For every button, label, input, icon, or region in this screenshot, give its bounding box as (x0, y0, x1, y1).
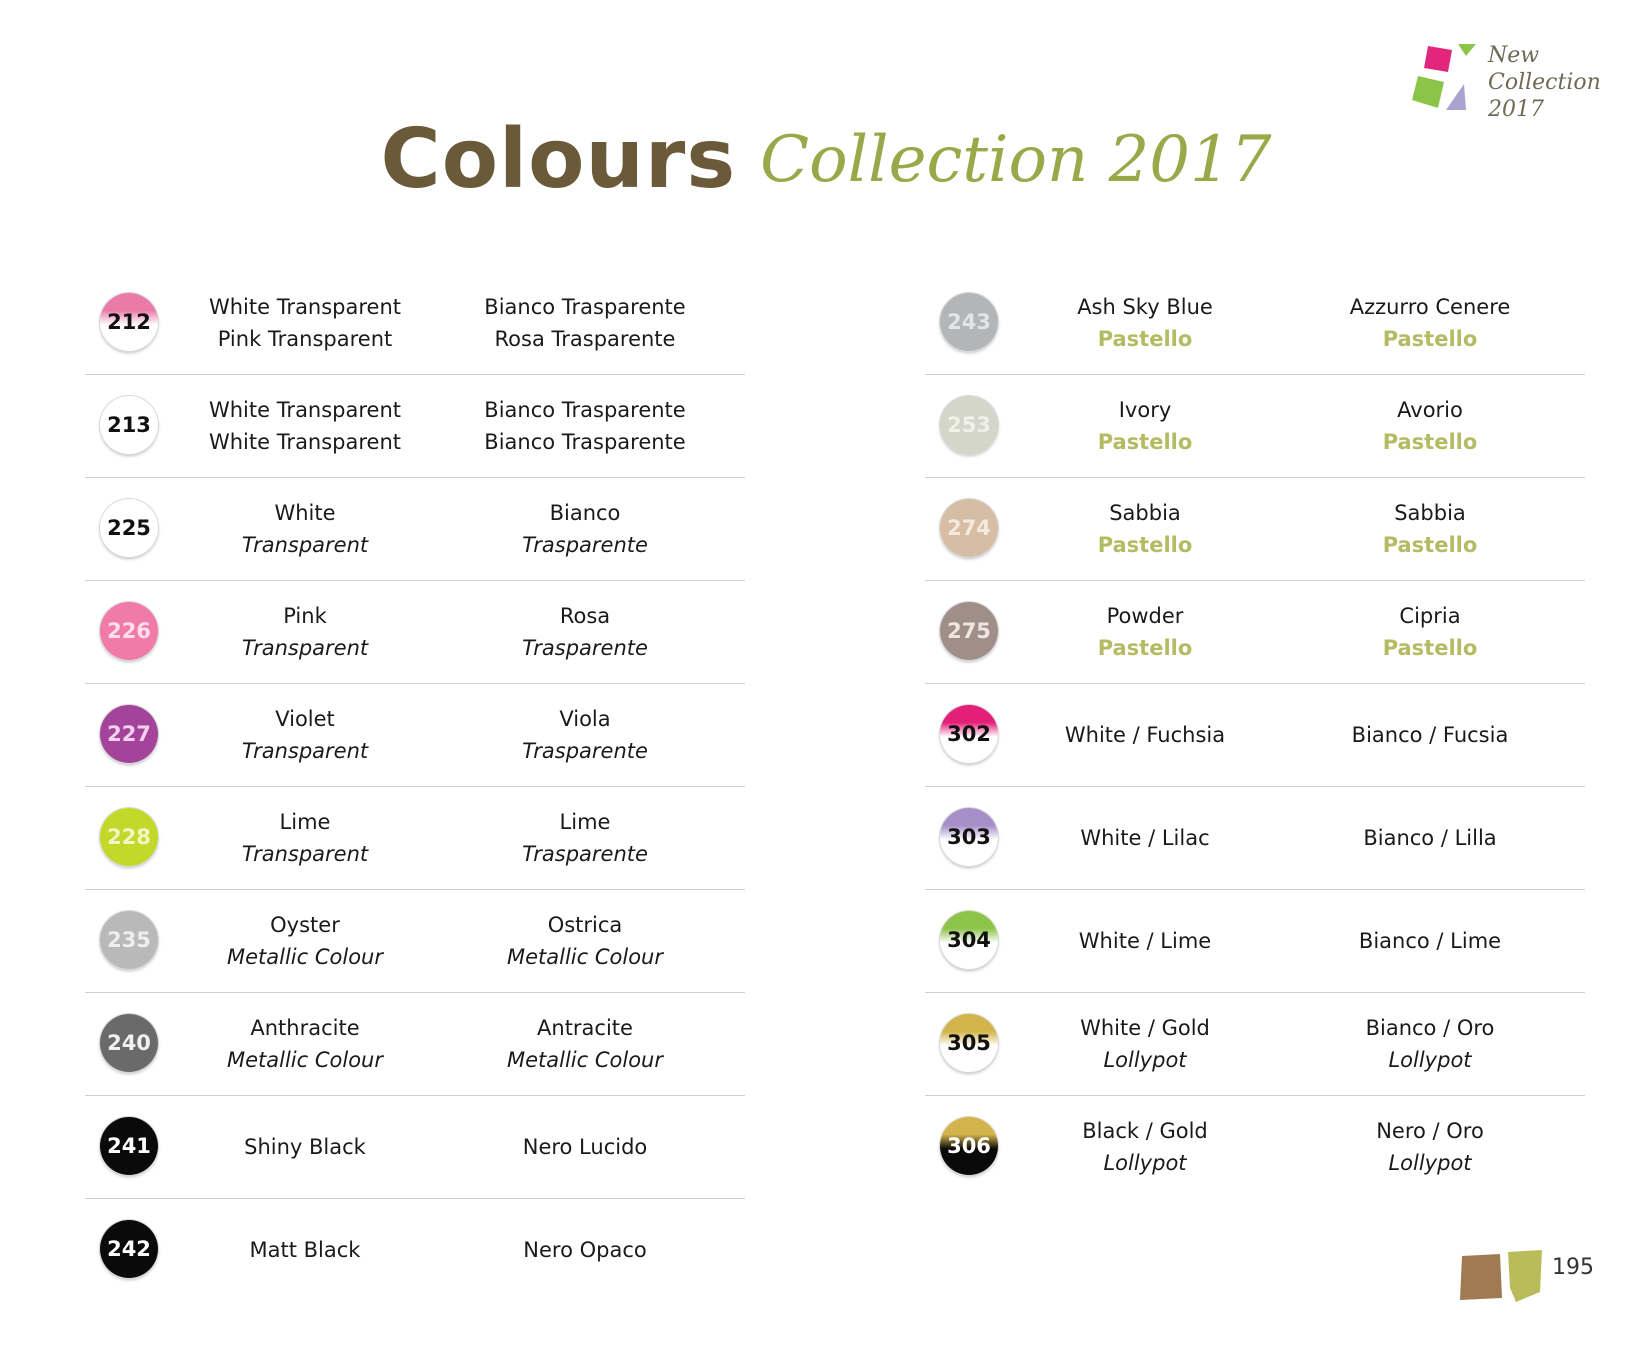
italian-name-line-1: Lime (559, 810, 611, 834)
italian-name-line-1: Cipria (1399, 604, 1461, 628)
italian-name (455, 581, 715, 683)
colour-code: 240 (107, 1031, 151, 1055)
italian-name-line-1: Bianco Trasparente (484, 398, 686, 422)
colour-code-badge (100, 1014, 158, 1072)
italian-name-line-1: Bianco (549, 501, 621, 525)
colour-row (85, 581, 745, 684)
italian-name (1305, 993, 1555, 1095)
italian-name (1305, 272, 1555, 374)
colour-row (85, 272, 745, 375)
colour-row (85, 375, 745, 478)
colour-code: 225 (107, 516, 151, 540)
colour-code: 226 (107, 619, 151, 643)
italian-name (1305, 1096, 1555, 1198)
colour-code: 212 (107, 310, 151, 334)
page-number: 195 (1552, 1255, 1594, 1280)
colour-code-badge (940, 1014, 998, 1072)
colour-code: 302 (947, 722, 991, 746)
colour-row (925, 375, 1585, 478)
colour-code: 305 (947, 1031, 991, 1055)
english-name (185, 272, 425, 374)
italian-name (455, 272, 715, 374)
italian-name-line-2: Trasparente (522, 739, 648, 763)
english-name-line-1: Pink (283, 604, 327, 628)
colour-code: 242 (107, 1237, 151, 1261)
colour-row (925, 684, 1585, 787)
logo-text (1488, 42, 1638, 123)
colour-code-badge (100, 1220, 158, 1278)
italian-name (455, 375, 715, 477)
english-name (1025, 787, 1265, 889)
english-name (185, 787, 425, 889)
italian-name-line-1: Azzurro Cenere (1349, 295, 1511, 319)
italian-name-line-1: Viola (559, 707, 611, 731)
colour-row (925, 787, 1585, 890)
english-name-line-1: Ash Sky Blue (1077, 295, 1213, 319)
english-name (1025, 1096, 1265, 1198)
swatch-decoration (1456, 1248, 1556, 1308)
italian-name (1305, 684, 1555, 786)
colour-row (85, 1199, 745, 1301)
english-name-line-1: Anthracite (250, 1016, 360, 1040)
colour-row (925, 478, 1585, 581)
colour-code: 303 (947, 825, 991, 849)
italian-name (455, 890, 715, 992)
italian-name-line-1: Bianco / Fucsia (1351, 723, 1509, 747)
english-name-line-2: Transparent (241, 636, 369, 660)
english-name-line-2: Pastello (1097, 533, 1193, 557)
english-name-line-1: White (274, 501, 336, 525)
colour-code-badge (100, 705, 158, 763)
italian-name-line-2: Metallic Colour (506, 945, 663, 969)
english-name-line-1: Lime (279, 810, 331, 834)
english-name-line-2: Pastello (1097, 430, 1193, 454)
italian-name (455, 1096, 715, 1198)
english-name (1025, 272, 1265, 374)
colour-code-badge (100, 1117, 158, 1175)
colour-code: 306 (947, 1134, 991, 1158)
colour-row (85, 684, 745, 787)
left-colour-list (85, 272, 745, 1301)
italian-name-line-1: Nero Opaco (523, 1238, 647, 1262)
english-name-line-1: White / Lime (1078, 929, 1212, 953)
italian-name (1305, 478, 1555, 580)
italian-name-line-1: Sabbia (1394, 501, 1466, 525)
english-name-line-2: Metallic Colour (226, 945, 383, 969)
colour-code-badge (940, 1117, 998, 1175)
italian-name-line-2: Lollypot (1388, 1048, 1472, 1072)
colour-row (85, 787, 745, 890)
english-name-line-2: Metallic Colour (226, 1048, 383, 1072)
english-name-line-2: Transparent (241, 533, 369, 557)
colour-code: 241 (107, 1134, 151, 1158)
italian-name-line-1: Antracite (537, 1016, 633, 1040)
colour-row (85, 890, 745, 993)
italian-name-line-1: Nero / Oro (1376, 1119, 1484, 1143)
italian-name-line-1: Ostrica (547, 913, 623, 937)
title-main: Colours (380, 112, 737, 207)
colour-code-badge (940, 499, 998, 557)
italian-name-line-2: Trasparente (522, 842, 648, 866)
colour-row (85, 1096, 745, 1199)
english-name-line-2: Pastello (1097, 636, 1193, 660)
colour-code-badge (940, 808, 998, 866)
colour-row (925, 272, 1585, 375)
english-name-line-1: White / Lilac (1080, 826, 1210, 850)
english-name-line-2: Lollypot (1103, 1048, 1187, 1072)
english-name (1025, 993, 1265, 1095)
colour-code: 213 (107, 413, 151, 437)
italian-name (455, 478, 715, 580)
italian-name-line-1: Nero Lucido (522, 1135, 648, 1159)
colour-code: 275 (947, 619, 991, 643)
colour-code: 243 (947, 310, 991, 334)
italian-name (1305, 375, 1555, 477)
italian-name (1305, 581, 1555, 683)
colour-row (85, 478, 745, 581)
english-name (1025, 581, 1265, 683)
colour-code-badge (100, 602, 158, 660)
colour-code-badge (940, 602, 998, 660)
italian-name-line-2: Trasparente (522, 533, 648, 557)
italian-name-line-2: Trasparente (522, 636, 648, 660)
italian-name-line-2: Pastello (1382, 327, 1478, 351)
italian-name (455, 993, 715, 1095)
english-name (1025, 478, 1265, 580)
english-name (185, 993, 425, 1095)
colour-row (925, 993, 1585, 1096)
italian-name-line-1: Avorio (1397, 398, 1463, 422)
italian-name-line-1: Bianco Trasparente (484, 295, 686, 319)
english-name-line-1: Matt Black (249, 1238, 361, 1262)
english-name-line-1: Violet (275, 707, 335, 731)
english-name-line-2: Pink Transparent (217, 327, 393, 351)
english-name (185, 478, 425, 580)
colour-code: 228 (107, 825, 151, 849)
english-name-line-2: Transparent (241, 842, 369, 866)
italian-name-line-2: Pastello (1382, 430, 1478, 454)
colour-row (925, 890, 1585, 993)
english-name (1025, 684, 1265, 786)
colour-code-badge (100, 911, 158, 969)
english-name-line-1: White Transparent (208, 295, 402, 319)
italian-name (455, 1199, 715, 1301)
colour-code-badge (100, 808, 158, 866)
english-name-line-1: Powder (1106, 604, 1184, 628)
english-name-line-1: White / Gold (1080, 1016, 1210, 1040)
english-name (185, 581, 425, 683)
logo-line-3: 2017 (1488, 97, 1544, 122)
colour-code: 227 (107, 722, 151, 746)
colour-code-badge (940, 705, 998, 763)
italian-name (455, 787, 715, 889)
english-name-line-2: Pastello (1097, 327, 1193, 351)
colour-code-badge (100, 293, 158, 351)
italian-name-line-2: Bianco Trasparente (484, 430, 686, 454)
english-name-line-1: Sabbia (1109, 501, 1181, 525)
english-name (185, 684, 425, 786)
english-name-line-2: White Transparent (208, 430, 402, 454)
colour-code-badge (100, 499, 158, 557)
english-name (1025, 890, 1265, 992)
english-name (185, 375, 425, 477)
english-name (185, 890, 425, 992)
english-name-line-1: White Transparent (208, 398, 402, 422)
italian-name-line-2: Lollypot (1388, 1151, 1472, 1175)
logo-line-1: New (1488, 43, 1540, 68)
colour-code-badge (940, 396, 998, 454)
english-name-line-1: Ivory (1118, 398, 1172, 422)
colour-code: 274 (947, 516, 991, 540)
english-name-line-2: Transparent (241, 739, 369, 763)
colour-row (925, 1096, 1585, 1198)
page-title (0, 112, 1652, 207)
italian-name (455, 684, 715, 786)
colour-code: 235 (107, 928, 151, 952)
italian-name-line-1: Rosa (559, 604, 611, 628)
english-name (1025, 375, 1265, 477)
italian-name-line-2: Pastello (1382, 533, 1478, 557)
english-name-line-1: White / Fuchsia (1064, 723, 1226, 747)
colour-code-badge (100, 396, 158, 454)
english-name-line-2: Lollypot (1103, 1151, 1187, 1175)
italian-name-line-2: Metallic Colour (506, 1048, 663, 1072)
english-name-line-1: Black / Gold (1082, 1119, 1208, 1143)
colour-row (85, 993, 745, 1096)
italian-name (1305, 787, 1555, 889)
colour-code-badge (940, 293, 998, 351)
italian-name-line-2: Pastello (1382, 636, 1478, 660)
english-name (185, 1096, 425, 1198)
english-name (185, 1199, 425, 1301)
italian-name-line-1: Bianco / Lilla (1363, 826, 1497, 850)
italian-name (1305, 890, 1555, 992)
english-name-line-1: Oyster (270, 913, 340, 937)
colour-row (925, 581, 1585, 684)
title-sub: Collection 2017 (760, 122, 1272, 197)
colour-code: 253 (947, 413, 991, 437)
italian-name-line-2: Rosa Trasparente (494, 327, 676, 351)
english-name-line-1: Shiny Black (244, 1135, 366, 1159)
colour-code: 304 (947, 928, 991, 952)
italian-name-line-1: Bianco / Lime (1358, 929, 1502, 953)
italian-name-line-1: Bianco / Oro (1365, 1016, 1495, 1040)
logo-line-2: Collection (1488, 70, 1601, 95)
right-colour-list (925, 272, 1585, 1198)
colour-code-badge (940, 911, 998, 969)
